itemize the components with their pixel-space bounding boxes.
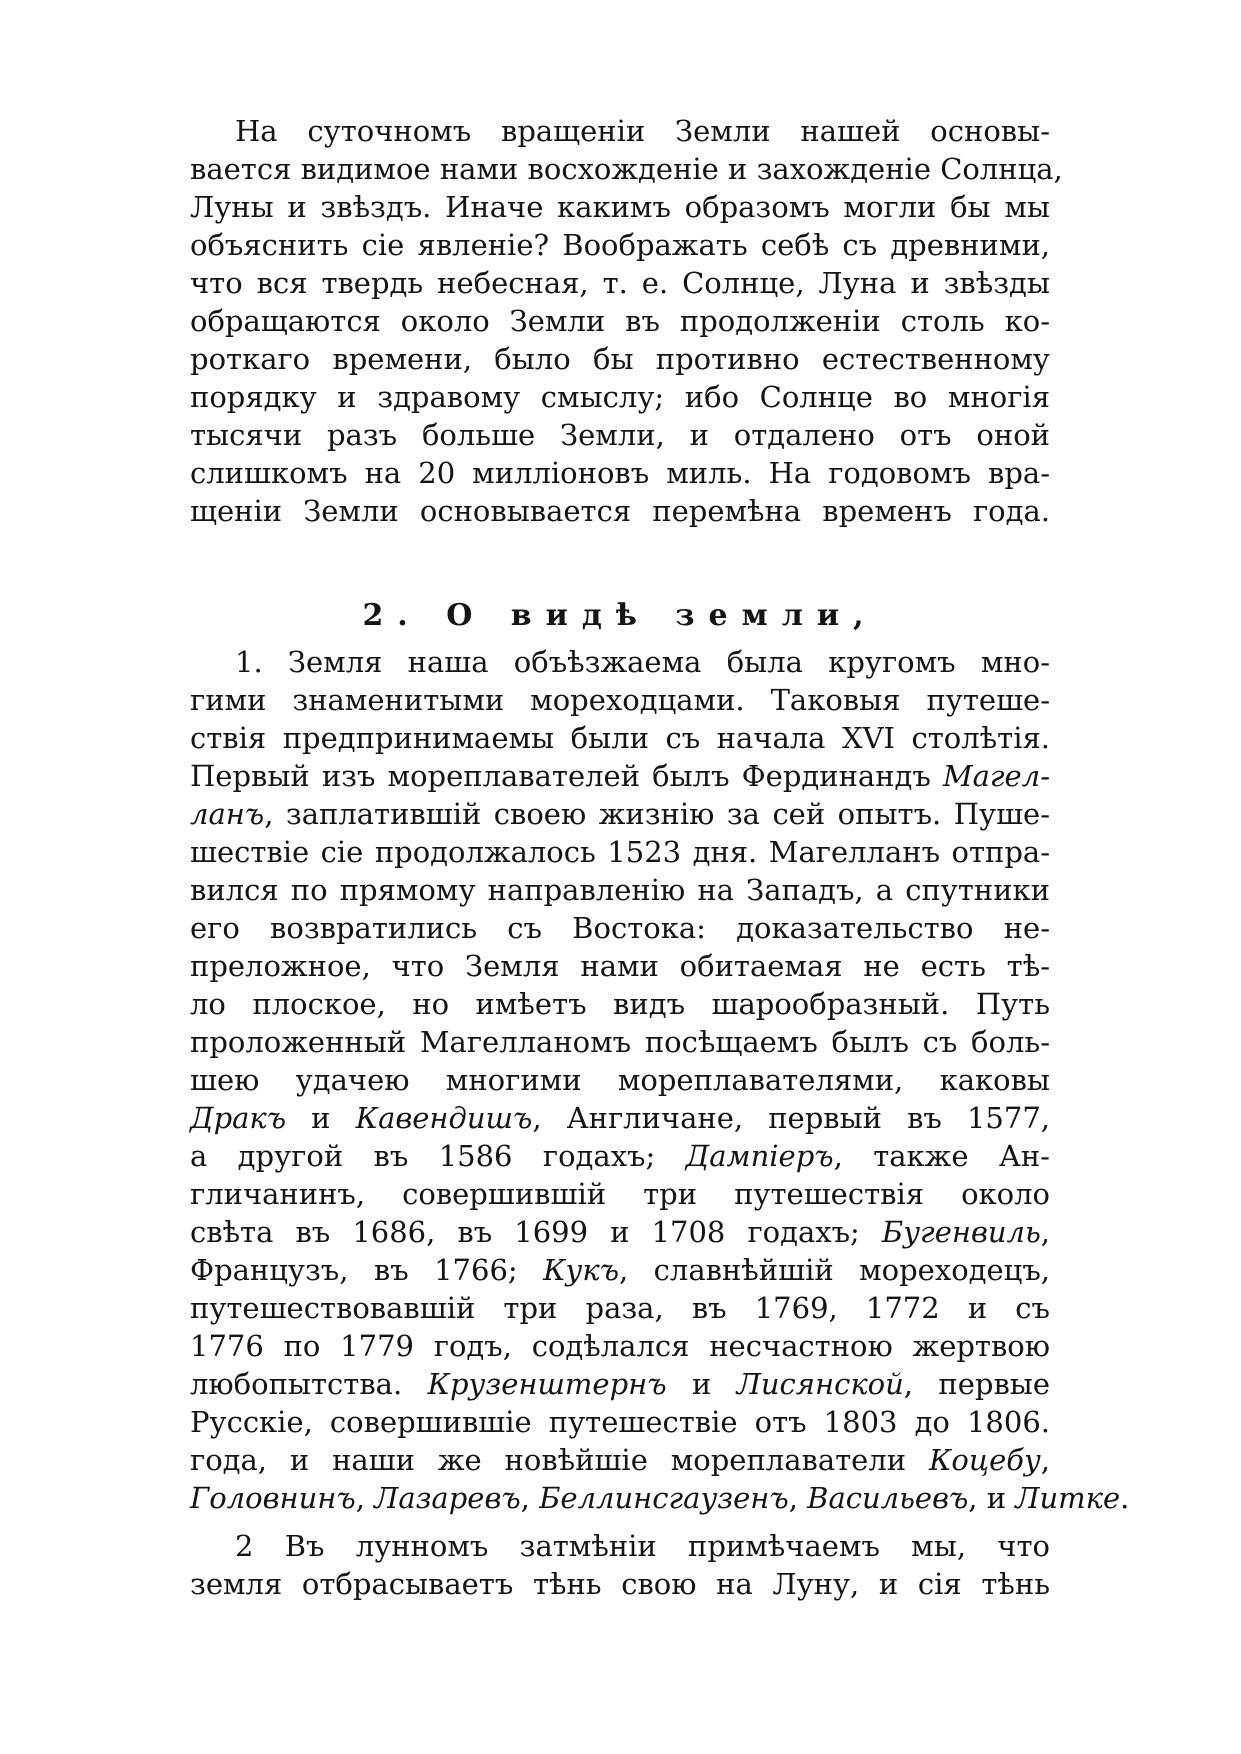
text-line: порядку и здравому смыслу; ибо Солнце во многія	[190, 380, 1050, 414]
text-line	[190, 1138, 1050, 1174]
text-line	[190, 1366, 1050, 1402]
name-golovnin: Головнинъ	[190, 1481, 356, 1515]
text-span: ,	[355, 1481, 375, 1515]
text-line: щеніи Земли основывается перемѣна временъ года.	[190, 494, 1050, 528]
text-line: шею удачею многими мореплавателями, каковы	[190, 1063, 1050, 1097]
text-line: ло плоское, но имѣетъ видъ шарообразный. Путь	[190, 987, 1050, 1021]
name-bougainville: Бугенвиль	[881, 1215, 1041, 1249]
name-lisiansky: Лисянской	[736, 1367, 904, 1401]
name-magellan: Магел-	[942, 759, 1050, 793]
text-line: преложное, что Земля нами обитаемая не есть тѣ-	[190, 949, 1050, 983]
text-line	[190, 1252, 1050, 1288]
text-line: объяснить сіе явленіе? Воображать себѣ съ древними,	[190, 228, 1050, 262]
name-magellan-cont: ланъ	[190, 797, 265, 831]
text-span: Французъ, въ 1766;	[190, 1253, 544, 1287]
text-span: свѣта въ 1686, въ 1699 и 1708 годахъ;	[190, 1215, 882, 1249]
text-line: роткаго времени, было бы противно естественному	[190, 342, 1050, 376]
text-line: гличанинъ, совершившій три путешествія около	[190, 1177, 1050, 1211]
name-drake: Дракъ	[190, 1101, 287, 1135]
text-line: обращаются около Земли въ продолженіи столь ко-	[190, 304, 1050, 338]
text-line	[190, 1214, 1050, 1250]
text-line: путешествовавшій три раза, въ 1769, 1772 и съ	[190, 1291, 1050, 1325]
name-cavendish: Кавендишъ	[355, 1101, 533, 1135]
text-line: Русскіе, совершившіе путешествіе отъ 1803 до 1806.	[190, 1405, 1050, 1439]
text-span: ,	[520, 1481, 540, 1515]
text-line: ствія предпринимаемы были съ начала XVI столѣтія.	[190, 721, 1050, 755]
name-lazarev: Лазаревъ	[374, 1481, 521, 1515]
text-span: ,	[1040, 1215, 1050, 1249]
text-line	[190, 1480, 1130, 1516]
text-line: проложенный Магелланомъ посѣщаемъ былъ съ боль-	[190, 1025, 1050, 1059]
text-span: любопытства.	[190, 1367, 428, 1401]
text-line: слишкомъ на 20 милліоновъ миль. На годовомъ вра-	[190, 456, 1050, 490]
text-span: .	[1120, 1481, 1130, 1515]
text-span: и	[286, 1101, 356, 1135]
text-line: вился по прямому направленію на Западъ, а спутники	[190, 873, 1050, 907]
text-span: , заплатившій своею жизнію за сей опытъ. Пуше-	[264, 797, 1050, 831]
text-span: ,	[1040, 1443, 1050, 1477]
text-span: ,	[788, 1481, 808, 1515]
section-heading: 2. О видѣ земли,	[362, 598, 878, 633]
name-dampier: Дампіеръ	[685, 1139, 834, 1173]
text-line: что вся твердь небесная, т. е. Солнце, Луна и звѣзды	[190, 266, 1050, 300]
text-line	[190, 1100, 1050, 1136]
text-line: 1. Земля наша объѣзжаема была кругомъ мно-	[235, 645, 1050, 679]
name-krusenstern: Крузенштернъ	[427, 1367, 667, 1401]
text-line: шествіе сіе продолжалось 1523 дня. Магелланъ отпра-	[190, 835, 1050, 869]
name-kotzebue: Коцебу	[928, 1443, 1041, 1477]
name-litke: Литке	[1015, 1481, 1121, 1515]
text-line: Луны и звѣздъ. Иначе какимъ образомъ могли бы мы	[190, 190, 1050, 224]
text-line: гими знаменитыми мореходцами. Таковыя путеше-	[190, 683, 1050, 717]
text-line: 1776 по 1779 годъ, содѣлался несчастною жертвою	[190, 1329, 1050, 1363]
text-line	[190, 1442, 1050, 1478]
text-line: вается видимое нами восхожденіе и захожденіе Солнца,	[190, 152, 1063, 186]
text-span: , первые	[903, 1367, 1051, 1401]
text-span: , также Ан-	[833, 1139, 1050, 1173]
text-line: На суточномъ вращеніи Земли нашей основы-	[235, 114, 1050, 148]
text-line: тысячи разъ больше Земли, и отдалено отъ оной	[190, 418, 1050, 452]
text-span: , и	[968, 1481, 1016, 1515]
text-line: 2 Въ лунномъ затмѣніи примѣчаемъ мы, что	[235, 1529, 1050, 1563]
text-span: а другой въ 1586 годахъ;	[190, 1139, 686, 1173]
text-line	[190, 758, 1050, 794]
text-span: , Англичане, первый въ 1577,	[532, 1101, 1050, 1135]
text-span: и	[666, 1367, 737, 1401]
name-cook: Кукъ	[543, 1253, 620, 1287]
name-vasiliev: Васильевъ	[807, 1481, 969, 1515]
name-bellingshausen: Беллинсгаузенъ	[539, 1481, 789, 1515]
text-line: земля отбрасываетъ тѣнь свою на Луну, и сія тѣнь	[190, 1567, 1050, 1601]
text-line: его возвратились съ Востока: доказательство не-	[190, 911, 1050, 945]
text-line	[190, 796, 1050, 832]
text-span: , славнѣйшій мореходецъ,	[619, 1253, 1050, 1287]
text-span: Первый изъ мореплавателей былъ Фердинандъ	[190, 759, 943, 793]
text-span: года, и наши же новѣйшіе мореплаватели	[190, 1443, 929, 1477]
